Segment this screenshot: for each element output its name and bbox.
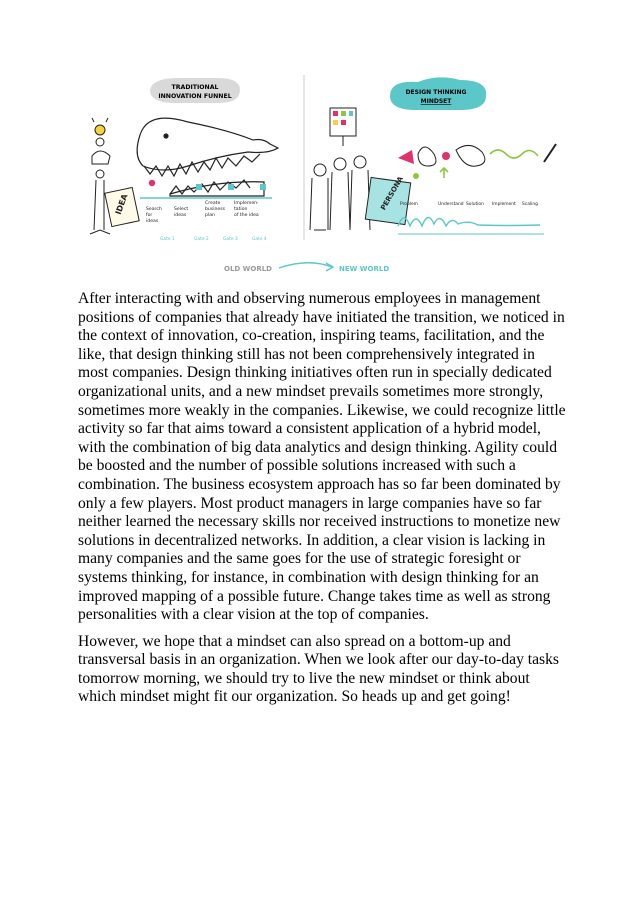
- stage-label-4-line2: tation: [234, 207, 248, 212]
- ideas-board-icon: [330, 108, 356, 146]
- phase-labels: [400, 201, 538, 207]
- idea-dot: [149, 180, 155, 186]
- gate-label-3: Gate 3: [223, 237, 238, 242]
- paragraph-2: However, we hope that a mindset can also spread on a bottom-up and transversal basis in an organization. When we look after our day-to-day tasks tomorrow morning, we should try to live the new mindset or think about which mindset might fit our organization. So heads up and get going!: [78, 632, 559, 706]
- persona-sign-text: PERSONA: [379, 175, 405, 212]
- stage-label-1-line2: for: [146, 213, 153, 218]
- gate-marker-3: [260, 184, 266, 190]
- paragraph-1: After interacting with and observing numerous employees in management positions of companies that already have initiated the transition, we noticed in the context of innovation, co-creation, inspiring teams, facilitation, and the like, that design thinking still has not been comprehensively integrated in most companies. Design thinking initiatives often run in specially dedicated organizational units, and a new mindset prevails sometimes more strongly, sometimes more weakly in the companies. Likewise, we could recognize little activity so far that aims toward a consistent application of a hybrid model, with the combination of big data analytics and design thinking. Agility could be boosted and the number of possible solutions increased with such a combination. The business ecosystem approach has so far been dominated by only a few players. Most product managers in large companies have so far neither learned the necessary skills nor received instructions to monetize new solutions in decentralized networks. In addition, a clear vision is lacking in many companies and the same goes for the use of strategic foresight or systems thinking, for instance, in combination with design thinking for an improved mapping of a possible future. Change takes time as well as strong personalities with a clear vision at the top of companies.: [78, 290, 566, 624]
- innovation-funnel-illustration: [78, 70, 568, 280]
- phase-label-problem: Problem: [400, 202, 418, 207]
- stage-label-4-line1: Implemen-: [234, 201, 259, 206]
- stage-label-2-line1: Select: [174, 207, 189, 212]
- gate-marker-2: [228, 184, 234, 190]
- stage-labels: [146, 200, 259, 224]
- stage-label-4-line3: of the idea: [234, 213, 259, 218]
- crocodile-funnel-drawing: [137, 118, 278, 196]
- stage-label-3-line2: business: [205, 207, 226, 212]
- gate-marker-1: [196, 184, 202, 190]
- process-sketch: [398, 144, 556, 179]
- right-heading-line2: MINDSET: [420, 98, 452, 105]
- gate-label-2: Gate 2: [194, 237, 209, 242]
- left-heading-line2: INNOVATION FUNNEL: [158, 93, 232, 100]
- stage-label-3-line3: plan: [205, 213, 215, 218]
- gate-labels: [160, 236, 267, 242]
- transition-arrow: [279, 263, 332, 268]
- idea-sign-person-icon: [90, 170, 139, 234]
- stage-label-1-line3: ideas: [146, 219, 159, 224]
- phase-label-solution: Solution: [466, 202, 484, 207]
- old-world-label: OLD WORLD: [224, 265, 272, 273]
- phase-label-scaling: Scaling: [522, 202, 538, 207]
- stage-label-2-line2: ideas: [174, 213, 187, 218]
- gate-label-4: Gate 4: [252, 237, 267, 242]
- team-people-icon: [310, 156, 370, 230]
- left-heading-line1: TRADITIONAL: [171, 84, 219, 91]
- body-text: [78, 290, 568, 715]
- new-world-label: NEW WORLD: [339, 265, 390, 273]
- illustration-svg: [78, 70, 568, 280]
- transition-arrowhead: [326, 263, 333, 271]
- right-heading-line1: DESIGN THINKING: [405, 89, 467, 96]
- idea-sign-text: IDEA: [113, 192, 130, 216]
- stage-label-3-line1: Create: [205, 201, 221, 206]
- lightbulb-person-icon: [92, 118, 110, 164]
- stage-label-1-line1: Search: [146, 207, 162, 212]
- gate-label-1: Gate 1: [160, 237, 175, 242]
- process-squiggle: [398, 217, 540, 226]
- phase-label-implement: Implement: [492, 202, 516, 207]
- phase-label-understand: Understand: [438, 202, 464, 207]
